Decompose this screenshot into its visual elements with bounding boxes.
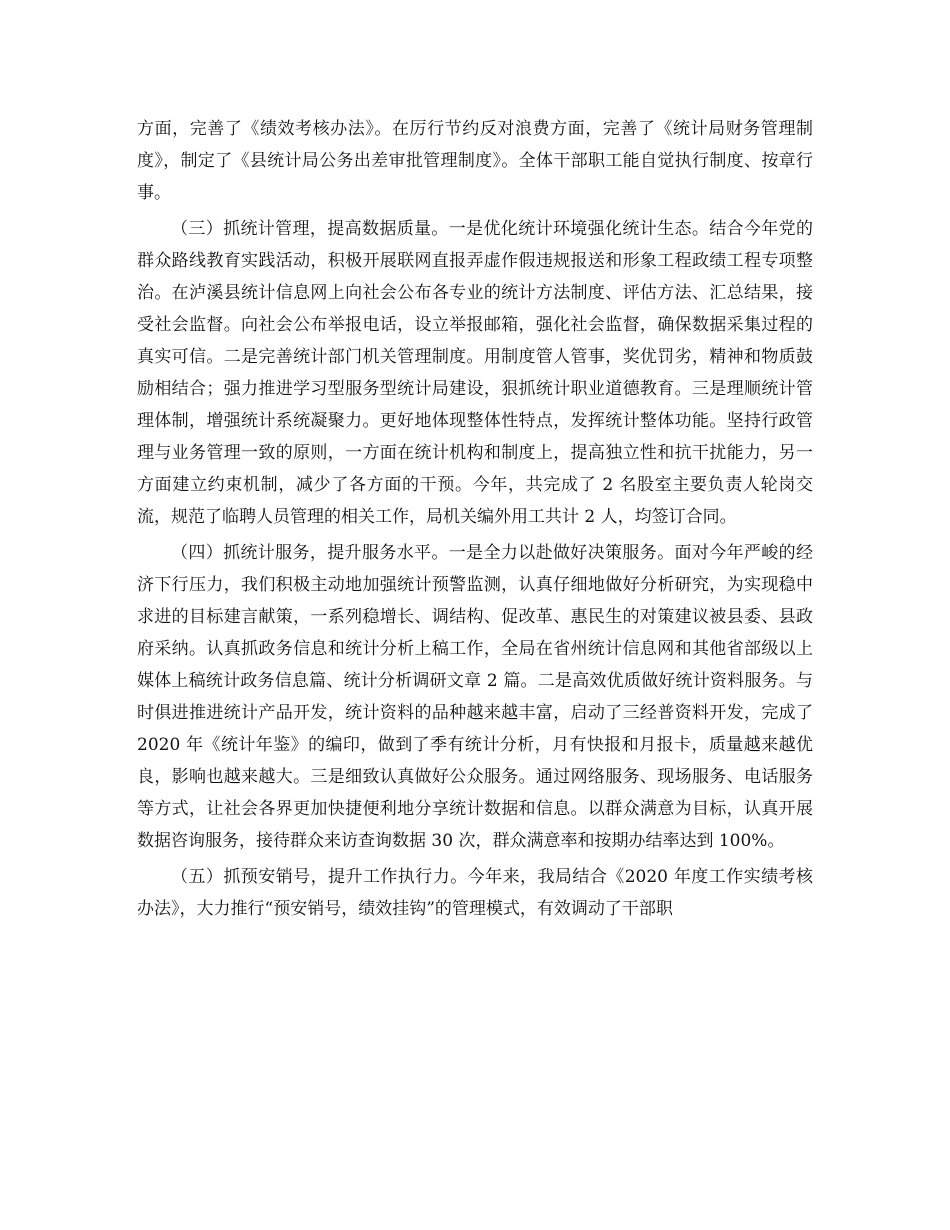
- text-line: 狠抓统计职业道德教育。三是理顺统计管理体制，增强统计系统凝聚力。更好地体: [137, 379, 814, 431]
- text-line: 统计分析，月有快报和月报卡，质量越来越优良，影响也越来越大。三是细致认真: [137, 735, 813, 787]
- text-line: 做好公众服务。通过网络服务、现场服务、电话服务等方式，让社会各界更加快捷: [137, 767, 814, 819]
- text-line: 人管事，奖优罚劣，精神和物质鼓励相结合；强力推进学习型服务型统计局建设，: [137, 347, 814, 399]
- text-line: 方法、汇总结果，接受社会监督。向社会公布举报电话，设立举报邮箱，强化社会: [137, 283, 814, 335]
- text-line: 绩工程专项整治。在泸溪县统计信息网上向社会公布各专业的统计方法制度、评估: [137, 251, 814, 303]
- text-line: （五）抓预安销号，提升工作执行力。今年来，我局结合《2020 年度工作实: [171, 867, 762, 887]
- text-line: 年党的群众路线教育实践活动，积极开展联网直报弄虚作假违规报送和形象工程政: [137, 219, 814, 271]
- text-line: 管理制度》，制定了《县统计局公务出差审批管理制度》。全体干部职工能自觉执: [137, 119, 814, 171]
- text-line: 在统计机构和制度上，提高独立性和抗干扰能力，另一方面建立约束机制，减少了: [137, 443, 814, 495]
- text-line: （三）抓统计管理，提高数据质量。一是优化统计环境强化统计生态。结合今: [171, 219, 762, 239]
- paragraph-4-pre-arrangement: [137, 861, 813, 925]
- paragraph-1: [137, 113, 813, 209]
- paragraph-3-statistical-service: [137, 537, 813, 857]
- text-line: 行制度、按章行事。: [137, 151, 813, 203]
- text-line: 丰富，启动了三经普资料开发，完成了 2020 年《统计年鉴》的编印，做到了季有: [137, 703, 814, 755]
- text-line: 为实现稳中求进的目标建言献策，一系列稳增长、调结构、促改革、惠民生的对策: [137, 575, 814, 627]
- text-line: 众来访查询数据 30 次，群众满意率和按期办结率达到 100%。: [307, 831, 785, 851]
- text-line: 现整体性特点，发挥统计整体功能。坚持行政管理与业务管理一致的原则，一方面: [137, 411, 814, 463]
- text-line: 方面，完善了《绩效考核办法》。在厉行节约反对浪费方面，完善了《统计局财务: [137, 119, 761, 139]
- text-line: 便利地分享统计数据和信息。以群众满意为目标，认真开展数据咨询服务，接待群: [137, 799, 814, 851]
- text-line: （四）抓统计服务，提升服务水平。一是全力以赴做好决策服务。面对今年严: [171, 543, 762, 563]
- paragraph-2-statistical-management: [137, 213, 813, 533]
- text-line: 监督，确保数据采集过程的真实可信。二是完善统计部门机关管理制度。用制度管: [137, 315, 814, 367]
- document-body: [137, 113, 813, 929]
- text-line: 绩考核办法》，大力推行“预安销号，绩效挂钩”的管理模式，有效调动了干部职: [137, 867, 813, 919]
- text-line: 高效优质做好统计资料服务。与时俱进推进统计产品开发，统计资料的品种越来越: [137, 671, 814, 723]
- text-line: 信息网和其他省部级以上媒体上稿统计政务信息篇、统计分析调研文章 2 篇。二是: [137, 639, 813, 691]
- text-line: 理的相关工作，局机关编外用工共计 2 人，均签订合同。: [307, 507, 737, 527]
- text-line: 建议被县委、县政府采纳。认真抓政务信息和统计分析上稿工作，全局在省州统计: [137, 607, 814, 659]
- text-line: 各方面的干预。今年，共完成了 2 名股室主要负责人轮岗交流，规范了临聘人员管: [137, 475, 813, 527]
- text-line: 峻的经济下行压力，我们积极主动地加强统计预警监测，认真仔细地做好分析研究，: [137, 543, 814, 595]
